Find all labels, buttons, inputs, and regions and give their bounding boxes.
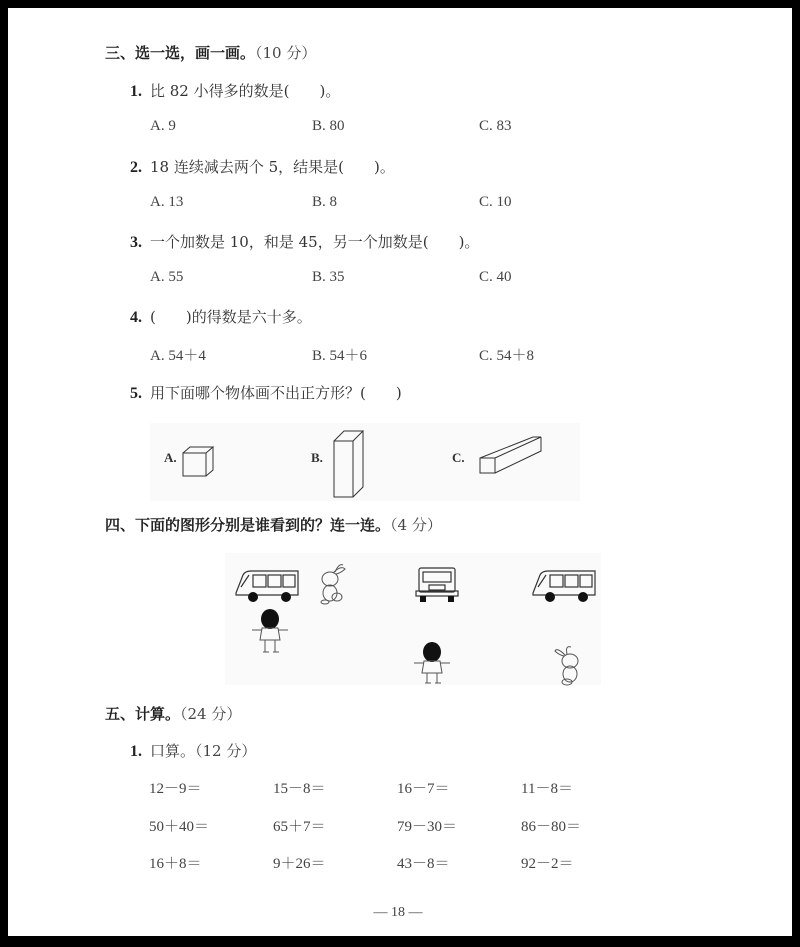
- tall-cuboid-icon: [328, 427, 368, 499]
- shape-label-c: C.: [452, 450, 465, 465]
- section-5-heading: [105, 703, 241, 724]
- option-a: A. 55: [150, 269, 184, 285]
- option-a: A. 9: [150, 118, 176, 134]
- worksheet-page: [8, 8, 792, 936]
- girl-back-view-icon: [412, 641, 452, 687]
- option-c: C. 40: [479, 269, 512, 285]
- option-b: B. 35: [312, 269, 345, 285]
- question-text: 18 连续减去两个 5，结果是( )。: [150, 158, 395, 176]
- calc-item: 15－8＝: [273, 781, 326, 797]
- option-b: B. 54＋6: [312, 348, 368, 364]
- calc-item: 12－9＝: [149, 781, 202, 797]
- question-1: [130, 80, 340, 101]
- question-text: 一个加数是 10，和是 45，另一个加数是( )。: [150, 233, 480, 251]
- question-2: [130, 156, 395, 177]
- option-a: A. 54＋4: [150, 348, 206, 364]
- question-number: 3.: [130, 234, 142, 251]
- question-number: 1.: [130, 743, 142, 760]
- question-5: [130, 382, 402, 403]
- subquestion-1: [130, 740, 256, 761]
- section-3-heading: [105, 42, 316, 63]
- question-text: ( )的得数是六十多。: [150, 308, 312, 326]
- section-3-points: （10 分）: [255, 44, 317, 62]
- question-4: [130, 306, 312, 327]
- calc-item: 79－30＝: [397, 819, 458, 835]
- section-3-title: 三、选一选，画一画。: [105, 44, 256, 62]
- calc-item: 43－8＝: [397, 856, 450, 872]
- view-matching-figure: [225, 553, 601, 685]
- shape-label-a: A.: [164, 450, 177, 465]
- girl-back-view-icon: [250, 608, 290, 658]
- solid-shapes-figure: [150, 423, 580, 501]
- question-text: 口算。: [150, 742, 196, 760]
- section-4-heading: [105, 514, 442, 535]
- rabbit-icon: [553, 645, 589, 687]
- calc-item: 11－8＝: [521, 781, 573, 797]
- calc-item: 50＋40＝: [149, 819, 210, 835]
- option-c: C. 10: [479, 194, 512, 210]
- long-cuboid-icon: [475, 433, 545, 488]
- subquestion-points: （12 分）: [195, 742, 257, 760]
- question-number: 2.: [130, 159, 142, 176]
- option-a: A. 13: [150, 194, 184, 210]
- section-4-points: （4 分）: [390, 516, 442, 534]
- question-3: [130, 231, 479, 252]
- question-number: 1.: [130, 83, 142, 100]
- rabbit-icon: [315, 563, 351, 608]
- calc-item: 86－80＝: [521, 819, 582, 835]
- question-number: 4.: [130, 309, 142, 326]
- section-5-title: 五、计算。: [105, 705, 181, 723]
- calc-item: 9＋26＝: [273, 856, 326, 872]
- calc-item: 16－7＝: [397, 781, 450, 797]
- calc-item: 65＋7＝: [273, 819, 326, 835]
- calc-item: 92－2＝: [521, 856, 574, 872]
- bus-front-view-icon: [415, 567, 459, 603]
- page-number: — 18 —: [373, 905, 423, 920]
- bus-side-view-icon: [233, 565, 303, 605]
- option-c: C. 83: [479, 118, 512, 134]
- bus-side-view-icon: [530, 565, 600, 605]
- cube-icon: [180, 443, 220, 483]
- question-text: 比 82 小得多的数是( )。: [150, 82, 341, 100]
- shape-label-b: B.: [311, 450, 323, 465]
- option-b: B. 8: [312, 194, 338, 210]
- section-4-title: 四、下面的图形分别是谁看到的？连一连。: [105, 516, 391, 534]
- option-c: C. 54＋8: [479, 348, 535, 364]
- section-5-points: （24 分）: [180, 705, 242, 723]
- question-number: 5.: [130, 385, 142, 402]
- option-b: B. 80: [312, 118, 345, 134]
- question-text: 用下面哪个物体画不出正方形？( ): [150, 384, 402, 402]
- calc-item: 16＋8＝: [149, 856, 202, 872]
